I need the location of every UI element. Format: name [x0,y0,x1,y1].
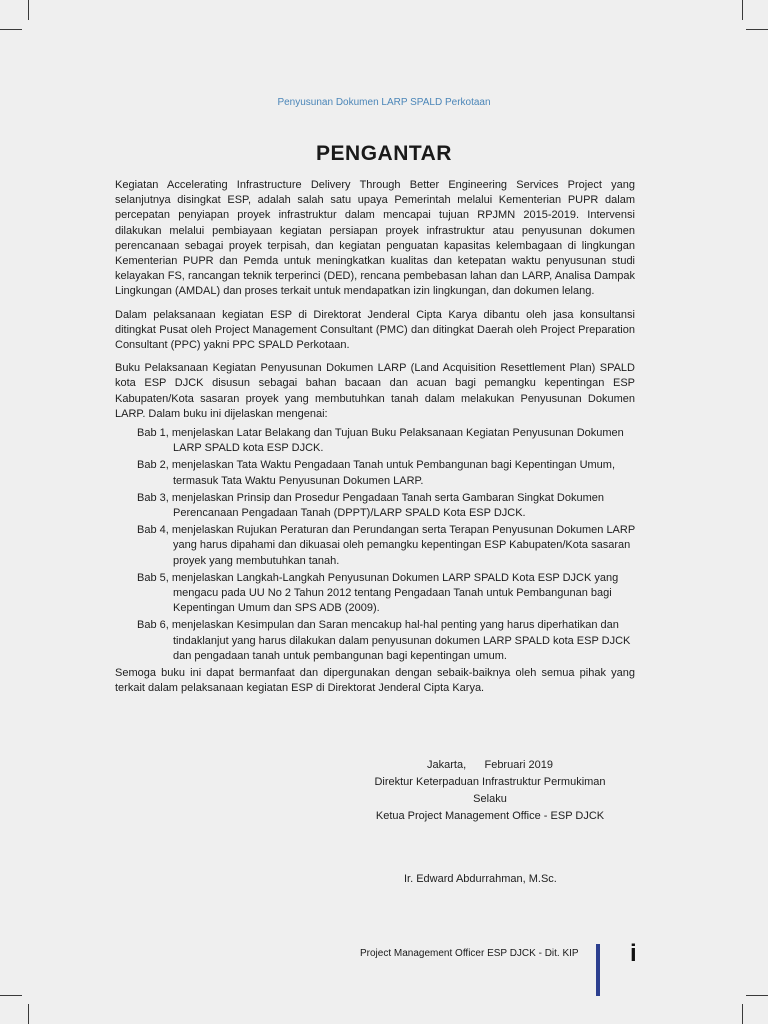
crop-mark-top-left-vertical [28,0,29,20]
chapter-item-2: Bab 2, menjelaskan Tata Waktu Pengadaan Tanah untuk Pembangunan bagi Kepentingan Umum, termasuk Tata Waktu Penyusunan Dokumen LARP. [137,459,616,487]
crop-mark-bottom-right-horizontal [746,995,768,996]
footer-text: Project Management Officer ESP DJCK - Dit. KIP [360,948,579,959]
paragraph-book-purpose: Buku Pelaksanaan Kegiatan Penyusunan Dokumen LARP (Land Acquisition Resettlement Plan) SPALD kota ESP DJCK disusun sebagai bahan bacaan dan acuan bagi pemangku kepentingan ESP Kabupaten/Kota sasaran proyek yang membutuhkan tanah dalam melakukan Penyusunan Dokumen LARP. Dalam buku ini dijelaskan mengenai: [115,362,635,420]
body-text [115,178,635,705]
signature-place-date: Jakarta, Februari 2019 [427,759,553,771]
crop-mark-bottom-left-horizontal [0,995,22,996]
paragraph-intro: Kegiatan Accelerating Infrastructure Delivery Through Better Engineering Services Project yang selanjutnya disingkat ESP, adalah salah satu upaya Pemerintah melalui Kementerian PUPR dalam percepatan penyiapan proyek infrastruktur dalam mencapai tujuan RPJMN 2015-2019. Intervensi dilakukan melalui pembiayaan kegiatan persiapan proyek infrastruktur atau penyusunan dokumen perencanaan sebagai proyek terpisah, dan kegiatan penguatan kapasitas kelembagaan di lingkungan Kementerian PUPR dan Pemda untuk meningkatkan kualitas dan ketepatan waktu penyusunan studi kelayakan FS, rancangan teknik terperinci (DED), rencana pembebasan lahan dan LARP, Analisa Dampak Lingkungan (AMDAL) dan proses terkait untuk mendapatkan izin lingkungan, dan dokumen lelang. [115,179,635,298]
crop-mark-bottom-right-vertical [742,1004,743,1024]
crop-mark-bottom-left-vertical [28,1004,29,1024]
paragraph-consultants: Dalam pelaksanaan kegiatan ESP di Direktorat Jenderal Cipta Karya dibantu oleh jasa konsultansi ditingkat Pusat oleh Project Management Consultant (PMC) dan ditingkat Daerah oleh Project Preparation Consultant (PPC) yakni PPC SPALD Perkotaan. [115,308,635,352]
page-title: PENGANTAR [316,142,452,165]
footer-accent-bar [596,944,600,996]
signer-name: Ir. Edward Abdurrahman, M.Sc. [404,873,557,885]
chapter-item-3: Bab 3, menjelaskan Prinsip dan Prosedur Pengadaan Tanah serta Gambaran Singkat Dokumen Perencanaan Pengadaan Tanah (DPPT)/LARP SPALD Kota ESP DJCK. [137,491,604,520]
signature-title: Direktur Keterpaduan Infrastruktur Permukiman [374,776,606,788]
crop-mark-top-right-horizontal [746,29,768,30]
chapter-list [115,426,635,664]
running-header: Penyusunan Dokumen LARP SPALD Perkotaan [277,97,491,108]
page-number: i [630,940,637,967]
crop-mark-top-left-horizontal [0,29,22,30]
paragraph-closing: Semoga buku ini dapat bermanfaat dan dipergunakan dengan sebaik-baiknya oleh semua pihak yang terkait dalam pelaksanaan kegiatan ESP di Direktorat Jenderal Cipta Karya. [115,667,635,695]
signature-block [356,757,624,825]
crop-mark-top-right-vertical [742,0,743,20]
chapter-item-1: Bab 1, menjelaskan Latar Belakang dan Tujuan Buku Pelaksanaan Kegiatan Penyusunan Dokumen LARP SPALD kota ESP DJCK. [137,427,624,455]
chapter-item-4: Bab 4, menjelaskan Rujukan Peraturan dan Perundangan serta Terapan Penyusunan Dokumen LARP yang harus dipahami dan dikuasai oleh pemangku kepentingan ESP Kabupaten/Kota sasaran proyek yang membutuhkan tanah. [137,524,635,567]
chapter-item-5: Bab 5, menjelaskan Langkah-Langkah Penyusunan Dokumen LARP SPALD Kota ESP DJCK yang mengacu pada UU No 2 Tahun 2012 tentang Pengadaan Tanah untuk Pembangunan bagi Kepentingan Umum dan SPS ADB (2009). [137,571,619,615]
signature-selaku: Selaku [473,793,507,805]
chapter-item-6: Bab 6, menjelaskan Kesimpulan dan Saran mencakup hal-hal penting yang harus diperhatikan dan tindaklanjut yang harus dilakukan dalam penyusunan dokumen LARP SPALD kota ESP DJCK dan pengadaan tanah untuk pembangunan bagi kepentingan umum. [137,619,631,662]
signature-role: Ketua Project Management Office - ESP DJCK [375,810,605,822]
